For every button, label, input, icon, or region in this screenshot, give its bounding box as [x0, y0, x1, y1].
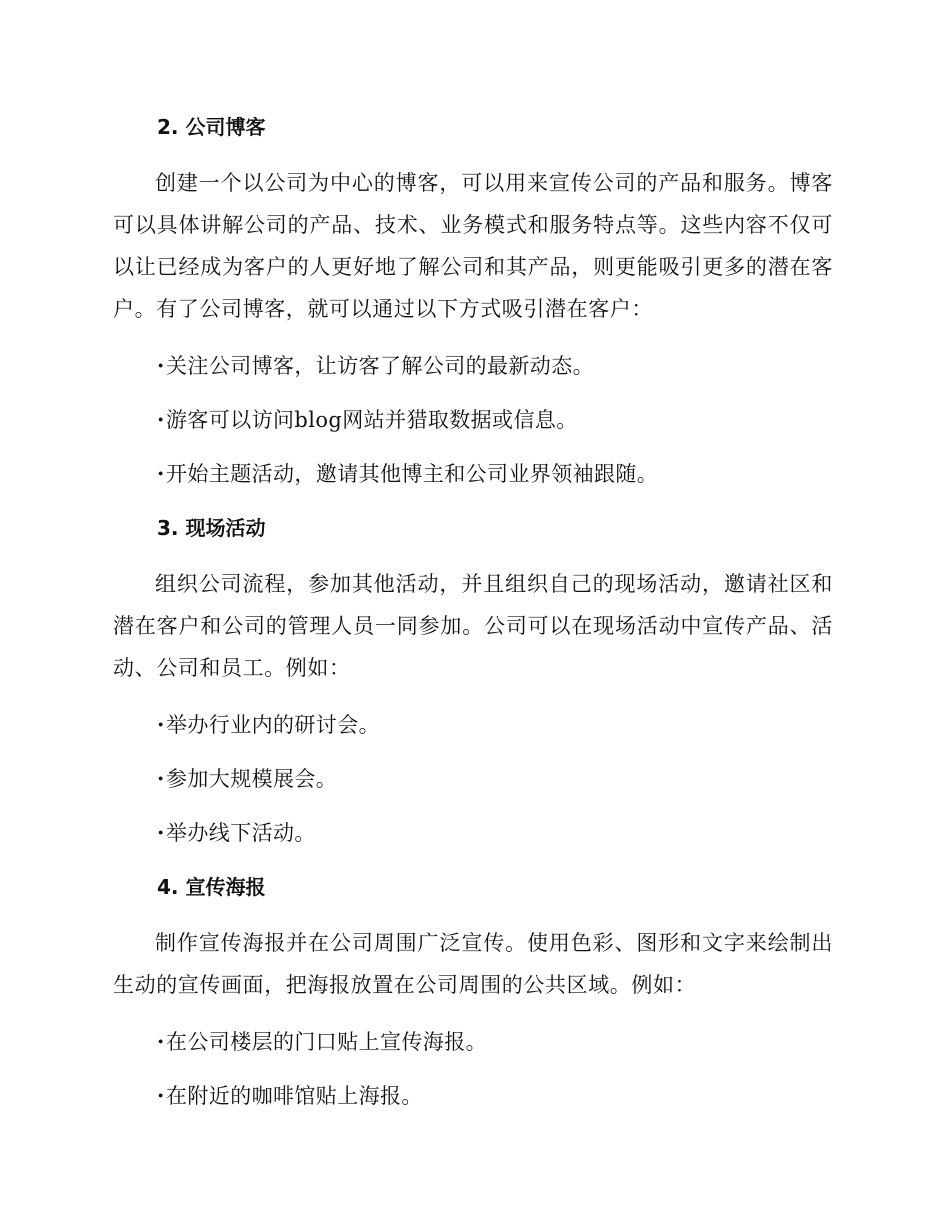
bullet-symbol: · [157, 820, 165, 845]
bullet-symbol: · [157, 1029, 165, 1054]
bullet-item [157, 454, 833, 494]
bullet-item [157, 759, 833, 799]
bullet-text: 在附近的咖啡馆贴上海报。 [166, 1084, 423, 1108]
bullet-text: 在公司楼层的门口贴上宣传海报。 [166, 1030, 487, 1054]
bullet-symbol: · [157, 1083, 165, 1108]
bullet-text: 举办线下活动。 [166, 821, 316, 845]
bullet-symbol: · [157, 461, 165, 486]
bullet-item [157, 346, 833, 386]
section-heading: 3. 现场活动 [157, 516, 266, 540]
bullet-text: 开始主题活动，邀请其他博主和公司业界领袖跟随。 [166, 462, 659, 486]
bullet-item [157, 1076, 833, 1116]
bullet-item [157, 1022, 833, 1062]
section-paragraph: 组织公司流程，参加其他活动，并且组织自己的现场活动，邀请社区和潜在客户和公司的管理人员一同参加。公司可以在现场活动中宣传产品、活动、公司和员工。例如： [113, 572, 833, 680]
bullet-item [157, 813, 833, 853]
section-heading: 2. 公司博客 [157, 115, 266, 139]
bullet-symbol: · [157, 712, 165, 737]
section-onsite-events [113, 508, 833, 853]
bullet-symbol: · [157, 353, 165, 378]
bullet-symbol: · [157, 407, 165, 432]
section-heading: 4. 宣传海报 [157, 875, 266, 899]
bullet-item [157, 705, 833, 745]
document-body [113, 107, 833, 1130]
section-company-blog [113, 107, 833, 494]
section-paragraph: 创建一个以公司为中心的博客，可以用来宣传公司的产品和服务。博客可以具体讲解公司的产品、技术、业务模式和服务特点等。这些内容不仅可以让已经成为客户的人更好地了解公司和其产品，则更能吸引更多的潜在客户。有了公司博客，就可以通过以下方式吸引潜在客户： [113, 171, 833, 321]
section-paragraph: 制作宣传海报并在公司周围广泛宣传。使用色彩、图形和文字来绘制出生动的宣传画面，把海报放置在公司周围的公共区域。例如： [113, 931, 833, 997]
bullet-text: 游客可以访问blog网站并猎取数据或信息。 [166, 408, 578, 432]
bullet-item [157, 400, 833, 440]
section-posters [113, 867, 833, 1116]
bullet-text: 参加大规模展会。 [166, 767, 338, 791]
bullet-symbol: · [157, 766, 165, 791]
bullet-text: 关注公司博客，让访客了解公司的最新动态。 [166, 354, 594, 378]
bullet-text: 举办行业内的研讨会。 [166, 713, 380, 737]
